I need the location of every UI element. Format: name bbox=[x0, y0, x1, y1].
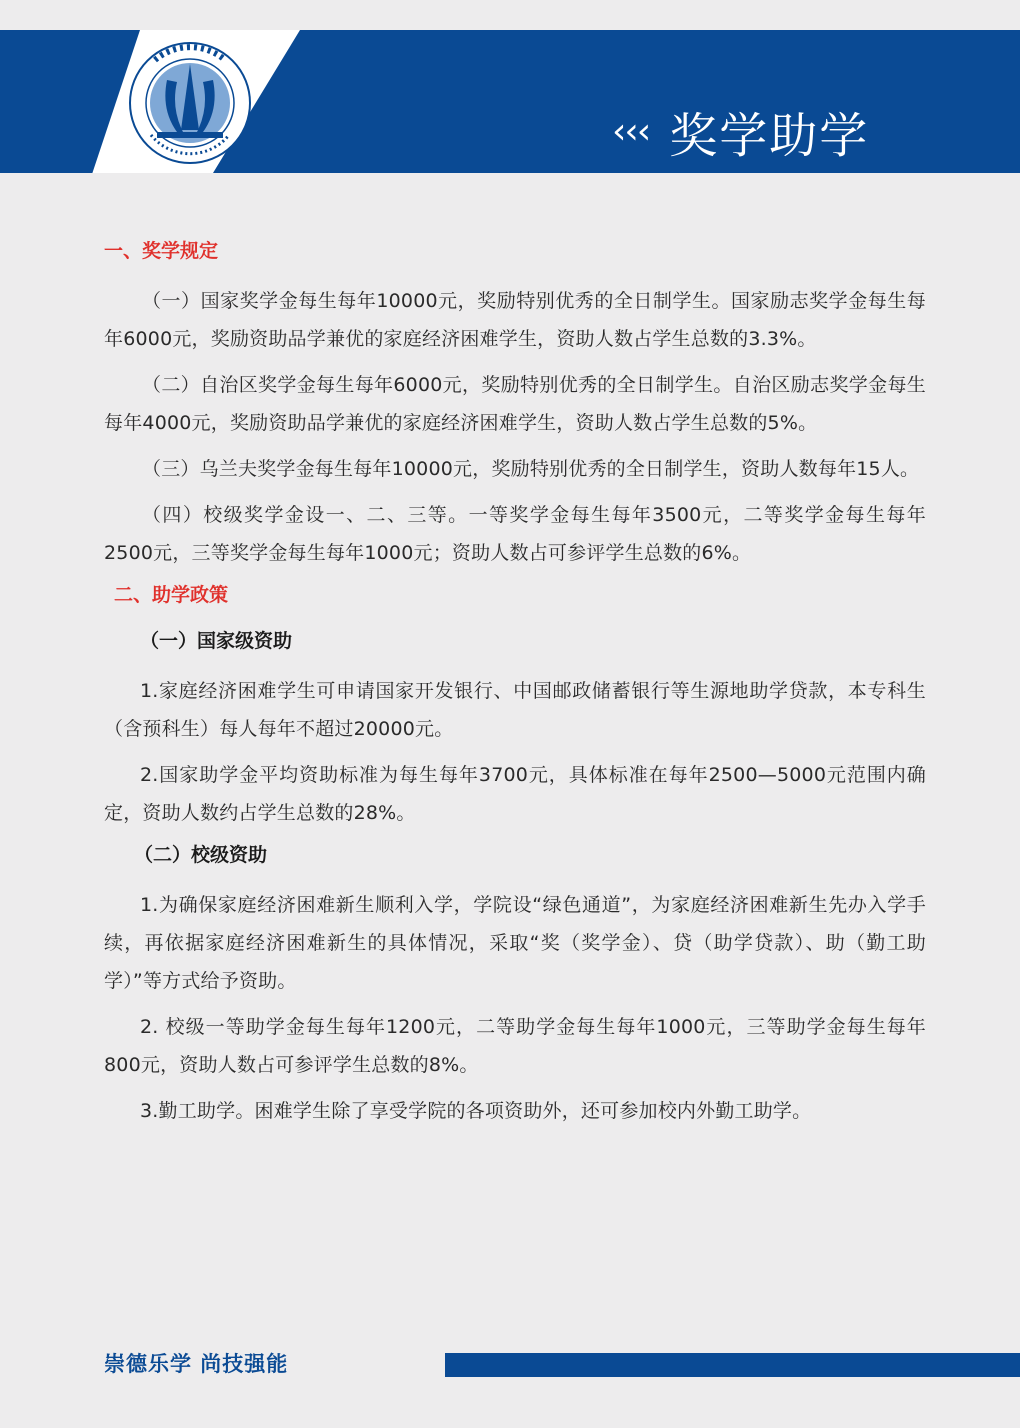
paragraph: 1.为确保家庭经济困难新生顺利入学，学院设“绿色通道”，为家庭经济困难新生先办入学手续，再依据家庭经济困难新生的具体情况，采取“奖（奖学金）、贷（助学贷款）、助（勤工助学）”等方式给予资助。 bbox=[104, 894, 926, 992]
section-heading-scholarship: 一、奖学规定 bbox=[104, 240, 219, 262]
section-heading-aid: 二、助学政策 bbox=[114, 584, 229, 606]
paragraph: 2. 校级一等助学金每生每年1200元，二等助学金每生每年1000元，三等助学金每生每年800元，资助人数占可参评学生总数的8%。 bbox=[104, 1016, 926, 1076]
footer-bar bbox=[445, 1353, 1020, 1377]
paragraph: （一）国家奖学金每生每年10000元，奖励特别优秀的全日制学生。国家励志奖学金每生每年6000元，奖励资助品学兼优的家庭经济困难学生，资助人数占学生总数的3.3%。 bbox=[104, 290, 926, 350]
footer-slogan: 崇德乐学 尚技强能 bbox=[104, 1352, 289, 1376]
paragraph: 1.家庭经济困难学生可申请国家开发银行、中国邮政储蓄银行等生源地助学贷款，本专科生（含预科生）每人每年不超过20000元。 bbox=[104, 680, 926, 740]
paragraph: （四）校级奖学金设一、二、三等。一等奖学金每生每年3500元，二等奖学金每生每年2500元，三等奖学金每生每年1000元；资助人数占可参评学生总数的6%。 bbox=[104, 504, 926, 564]
paragraph: 2.国家助学金平均资助标准为每生每年3700元，具体标准在每年2500—5000元范围内确定，资助人数约占学生总数的28%。 bbox=[104, 764, 926, 824]
paragraph: （三）乌兰夫奖学金每生每年10000元，奖励特别优秀的全日制学生，资助人数每年15人。 bbox=[142, 458, 920, 480]
chevrons-left-icon: ‹‹‹ bbox=[612, 110, 650, 152]
paragraph: 3.勤工助学。困难学生除了享受学院的各项资助外，还可参加校内外勤工助学。 bbox=[140, 1100, 812, 1122]
main-content bbox=[104, 236, 926, 1138]
college-emblem-icon bbox=[127, 40, 253, 166]
subheading-national-aid: （一）国家级资助 bbox=[140, 630, 293, 652]
paragraph: （二）自治区奖学金每生每年6000元，奖励特别优秀的全日制学生。自治区励志奖学金每生每年4000元，奖励资助品学兼优的家庭经济困难学生，资助人数占学生总数的5%。 bbox=[104, 374, 926, 434]
subheading-school-aid: （二）校级资助 bbox=[134, 844, 268, 866]
banner-title bbox=[612, 96, 869, 166]
page-title: 奖学助学 bbox=[669, 107, 870, 164]
